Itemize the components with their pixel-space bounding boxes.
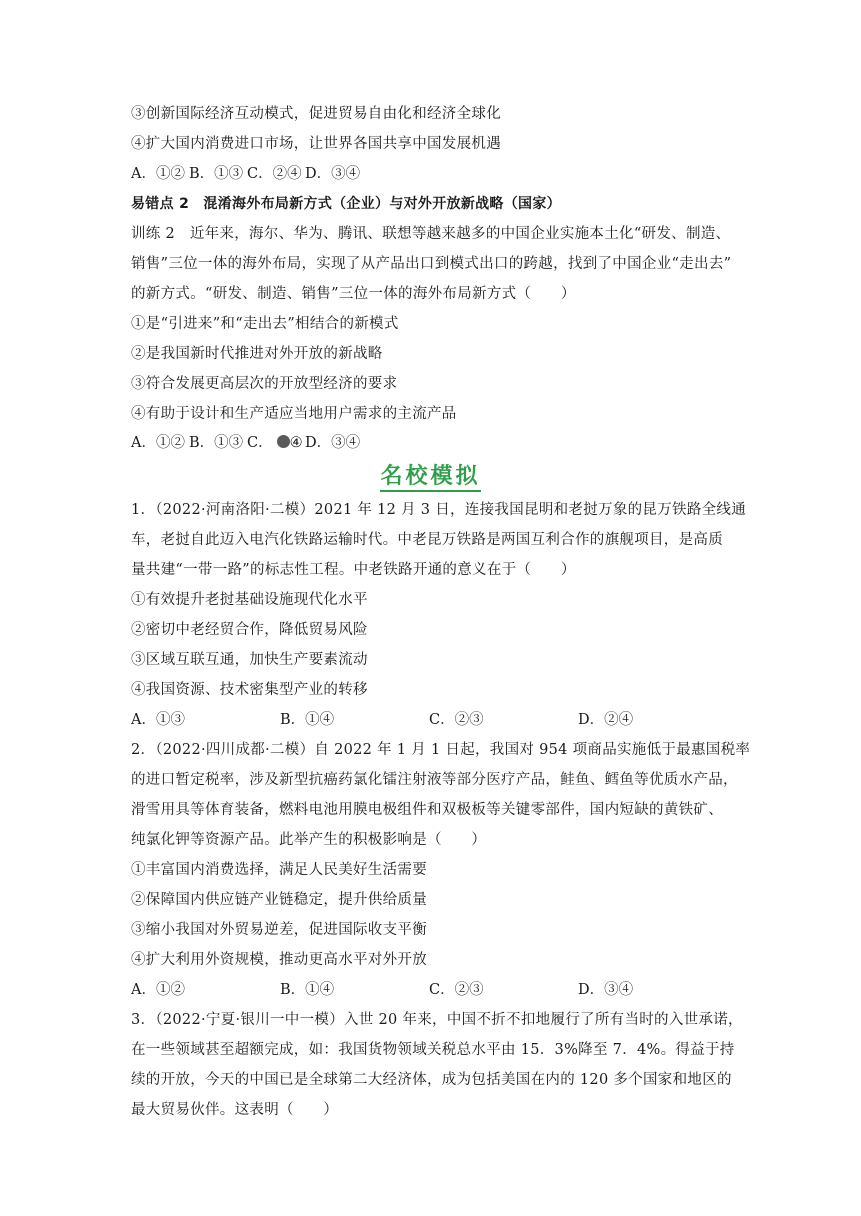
question-stem-line: 的新方式。“研发、制造、销售”三位一体的海外布局新方式（ ） [131, 286, 576, 302]
question-stem-line: 滑雪用具等体育装备，燃料电池用膜电极组件和双极板等关键零部件，国内短缺的黄铁矿、 [131, 802, 723, 818]
question-stem-line: 纯氯化钾等资源产品。此举产生的积极影响是（ ） [131, 832, 487, 848]
choice-b: B．①③ [189, 435, 244, 451]
choice-c [247, 433, 305, 453]
question-stem-line: 最大贸易伙伴。这表明（ ） [131, 1102, 339, 1118]
answer-choices [131, 433, 360, 453]
option-2: ②密切中老经贸合作，降低贸易风险 [131, 622, 368, 638]
question-stem-line: 1．（2022·河南洛阳·二模）2021 年 12 月 3 日，连接我国昆明和老挝万象的昆万铁路全线通 [131, 502, 747, 518]
option-2: ②是我国新时代推进对外开放的新战略 [131, 346, 383, 362]
choice-a: A．①③ [131, 712, 185, 728]
choice-b: B．①③ [189, 166, 244, 182]
option-1: ①丰富国内消费选择，满足人民美好生活需要 [131, 862, 427, 878]
question-stem-line: 2．（2022·四川成都·二模）自 2022 年 1 月 1 日起，我国对 954 项商品实施低于最惠国税率 [131, 742, 751, 758]
choice-b: B．①④ [280, 712, 335, 728]
choice-b: B．①④ [280, 982, 335, 998]
answer-choices [131, 164, 360, 184]
option-4: ④我国资源、技术密集型产业的转移 [131, 682, 368, 698]
choice-d: D．③④ [578, 982, 634, 998]
choice-c: C．②③ [429, 982, 484, 998]
question-stem-line: 销售”三位一体的海外布局，实现了从产品出口到模式出口的跨越，找到了中国企业“走出去” [131, 256, 732, 272]
choice-c: C．②④ [247, 166, 302, 182]
option-3: ③缩小我国对外贸易逆差，促进国际收支平衡 [131, 922, 427, 938]
choice-a: A．①② [131, 166, 185, 182]
question-stem-line: 训练 2 近年来，海尔、华为、腾讯、联想等越来越多的中国企业实施本土化“研发、制造、 [131, 226, 731, 242]
option-4: ④扩大利用外资规模，推动更高水平对外开放 [131, 952, 427, 968]
question-stem-line: 量共建“一带一路”的标志性工程。中老铁路开通的意义在于（ ） [131, 562, 576, 578]
choice-c: C．②③ [429, 712, 484, 728]
choice-a: A．①② [131, 982, 185, 998]
choice-c-prefix: C． [247, 435, 273, 451]
option-3: ③符合发展更高层次的开放型经济的要求 [131, 376, 398, 392]
option-3: ③创新国际经济互动模式，促进贸易自由化和经济全球化 [131, 106, 501, 122]
question-stem-line: 在一些领域甚至超额完成，如：我国货物领域关税总水平由 15．3%降至 7．4%。得益于持 [131, 1042, 735, 1058]
choice-d: D．③④ [305, 435, 361, 451]
option-2: ②保障国内供应链产业链稳定，提升供给质量 [131, 892, 427, 908]
option-1: ①有效提升老挝基础设施现代化水平 [131, 592, 368, 608]
question-stem-line: 车，老挝自此迈入电汽化铁路运输时代。中老昆万铁路是两国互利合作的旗舰项目，是高质 [131, 532, 723, 548]
error-point-heading: 易错点 2 混淆海外布局新方式（企业）与对外开放新战略（国家） [131, 196, 561, 212]
choice-a: A．①② [131, 435, 185, 451]
question-stem-line: 的进口暂定税率，涉及新型抗癌药氯化镭注射液等部分医疗产品，鲑鱼、鳕鱼等优质水产品， [131, 772, 738, 788]
option-1: ①是“引进来”和“走出去”相结合的新模式 [131, 316, 399, 332]
choice-d: D．③④ [305, 166, 361, 182]
ink-blot-mark [277, 435, 290, 448]
section-title [0, 459, 861, 490]
choice-d: D．②④ [578, 712, 634, 728]
question-stem-line: 续的开放，今天的中国已是全球第二大经济体，成为包括美国在内的 120 多个国家和地区的 [131, 1072, 732, 1088]
option-4: ④扩大国内消费进口市场，让世界各国共享中国发展机遇 [131, 136, 501, 152]
option-4: ④有助于设计和生产适应当地用户需求的主流产品 [131, 406, 457, 422]
question-stem-line: 3．（2022·宁夏·银川一中一模）入世 20 年来，中国不折不扣地履行了所有当时的入世承诺， [131, 1012, 743, 1028]
choice-c-suffix: ④ [289, 435, 303, 451]
section-title-text: 名校模拟 [380, 464, 480, 492]
option-3: ③区域互联互通，加快生产要素流动 [131, 652, 368, 668]
